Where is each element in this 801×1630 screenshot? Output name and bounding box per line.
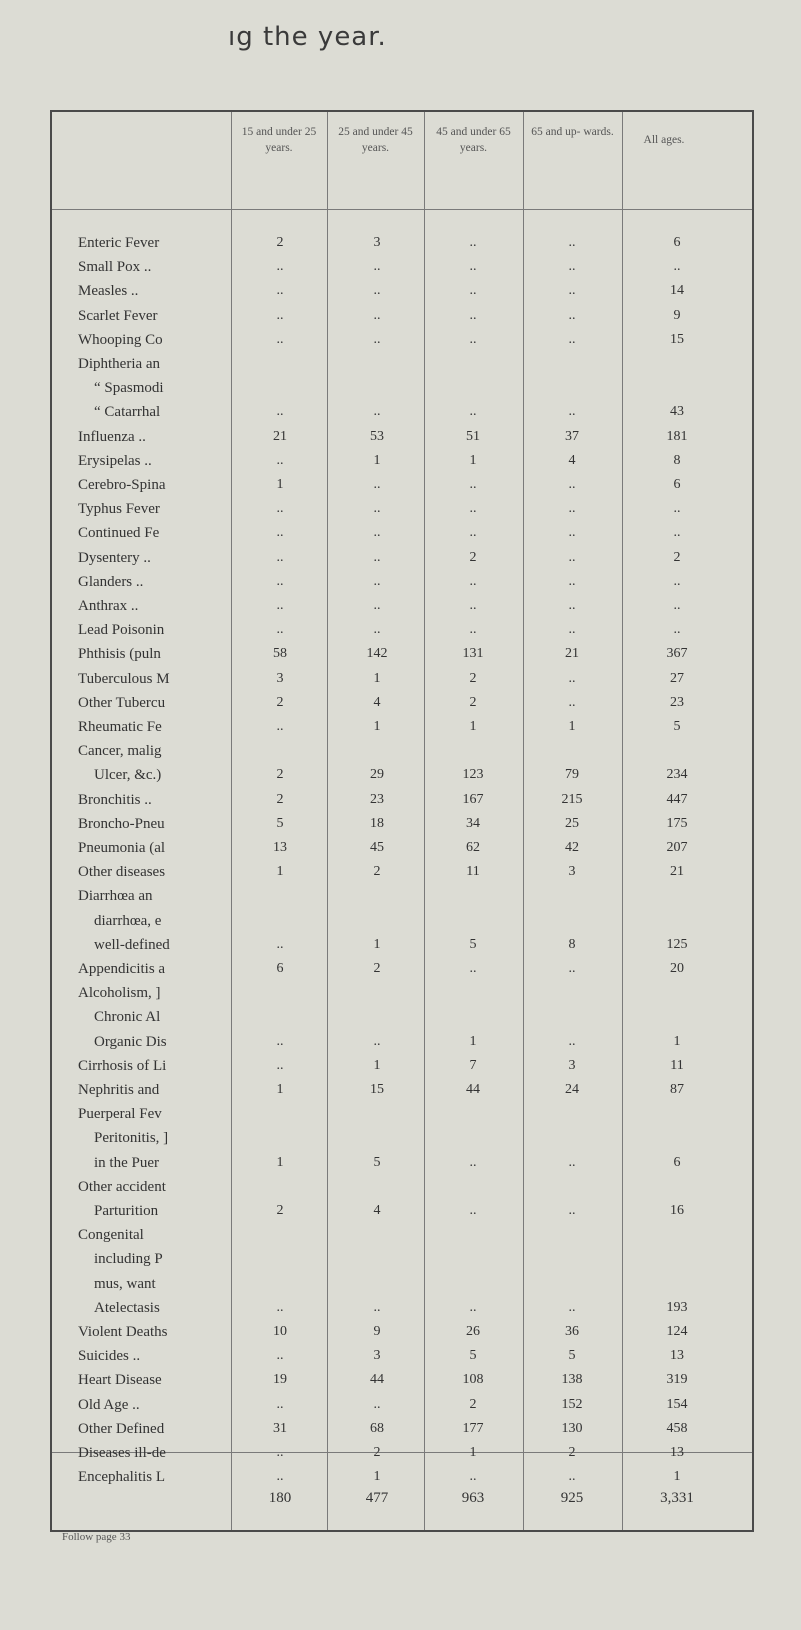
table-cell: .. — [568, 1203, 576, 1218]
cause-label: Peritonitis, ] — [94, 1130, 169, 1147]
table-cell: .. — [469, 622, 477, 638]
table-cell: 234 — [666, 767, 688, 783]
table-cell: 1 — [373, 452, 381, 468]
table-cell: 138 — [561, 1372, 583, 1388]
table-cell: 31 — [273, 1420, 287, 1436]
table-cell: 2 — [276, 791, 284, 807]
table-cell: .. — [276, 1445, 284, 1460]
cause-label: Puerperal Fev — [78, 1106, 162, 1123]
total-15-25: 180 — [268, 1490, 292, 1506]
column-header: All ages. — [643, 134, 685, 146]
table-cell: 5 — [568, 1348, 576, 1364]
cause-label: Chronic Al — [94, 1009, 161, 1026]
table-cell: .. — [568, 549, 576, 565]
table-cell: 3 — [276, 670, 284, 686]
table-cell: 2 — [373, 864, 381, 880]
table-cell: 1 — [469, 1033, 477, 1049]
cause-label: Other Tubercu — [78, 694, 166, 711]
table-cell: .. — [276, 307, 284, 323]
cause-label: Diphtheria an — [78, 356, 161, 372]
table-cell: .. — [673, 622, 681, 638]
cause-label: Erysipelas .. — [78, 452, 152, 469]
table-cell: 2 — [276, 694, 284, 710]
cause-label: Anthrax .. — [78, 598, 139, 614]
table-cell: .. — [469, 573, 477, 589]
table-cell: 8 — [568, 936, 576, 952]
table-cell: .. — [373, 283, 381, 299]
table-cell: 15 — [670, 331, 684, 347]
table-cell: 108 — [462, 1372, 484, 1388]
cause-label: Atelectasis — [94, 1299, 160, 1316]
table-cell: .. — [469, 1469, 477, 1485]
table-cell: 167 — [462, 791, 484, 807]
table-cell: 181 — [666, 428, 688, 444]
column-divider — [622, 112, 623, 1530]
table-cell: .. — [276, 501, 284, 517]
table-cell: 2 — [373, 1445, 381, 1460]
cause-label: “ Spasmodi — [94, 380, 164, 397]
table-cell: .. — [373, 259, 381, 275]
table-cell: .. — [373, 1033, 381, 1049]
table-cell: 58 — [273, 646, 287, 662]
table-cell: 2 — [276, 1203, 284, 1218]
table-cell: 10 — [273, 1324, 287, 1339]
table-cell: 152 — [561, 1396, 583, 1412]
cause-label: Continued Fe — [78, 525, 160, 542]
table-cell: 29 — [370, 767, 384, 783]
table-cell: 4 — [568, 452, 576, 468]
table-cell: .. — [568, 283, 576, 299]
table-cell: 6 — [673, 477, 681, 492]
table-cell: 43 — [670, 404, 684, 420]
table-cell: 1 — [373, 936, 381, 952]
table-cell: 34 — [466, 815, 480, 831]
table-cell: 3 — [373, 235, 381, 250]
table-cell: 1 — [373, 1057, 381, 1073]
cause-label: Rheumatic Fe — [78, 719, 162, 735]
table-cell: .. — [373, 404, 381, 420]
table-cell: 130 — [561, 1420, 583, 1436]
cause-label: Phthisis (puln — [78, 646, 161, 663]
table-cell: .. — [276, 404, 284, 420]
cause-label: Diarrhœa an — [78, 888, 153, 905]
table-cell: 1 — [373, 719, 381, 734]
table-cell: .. — [276, 525, 284, 541]
table-cell: 1 — [673, 1033, 681, 1049]
table-cell: .. — [373, 622, 381, 638]
table-cell: 177 — [462, 1420, 484, 1436]
table-cell: .. — [469, 331, 477, 347]
table-cell: 79 — [565, 767, 579, 783]
table-cell: .. — [673, 501, 681, 517]
table-cell: 1 — [276, 1082, 284, 1097]
table-cell: 87 — [670, 1082, 684, 1097]
table-cell: 15 — [370, 1082, 384, 1097]
table-cell: 14 — [670, 283, 684, 299]
cause-label: Typhus Fever — [78, 501, 160, 518]
table-cell: 6 — [673, 1154, 681, 1170]
table-cell: .. — [568, 331, 576, 347]
table-cell: .. — [568, 404, 576, 420]
table-cell: 2 — [568, 1445, 576, 1460]
table-cell: .. — [568, 1154, 576, 1170]
table-cell: .. — [568, 622, 576, 638]
table-cell: 458 — [666, 1420, 688, 1436]
table-cell: .. — [469, 1203, 477, 1218]
table-cell: 13 — [273, 840, 287, 855]
cause-label: Suicides .. — [78, 1348, 141, 1365]
table-cell: .. — [568, 694, 576, 710]
cause-label: Dysentery .. — [78, 549, 151, 566]
table-cell: 131 — [462, 646, 484, 662]
cause-label: Broncho-Pneu — [78, 815, 165, 832]
table-cell: 8 — [673, 452, 681, 468]
table-cell: .. — [568, 259, 576, 275]
table-cell: 2 — [469, 1396, 477, 1412]
table-cell: 1 — [673, 1469, 681, 1485]
table-cell: 23 — [370, 791, 384, 807]
table-cell: .. — [673, 525, 681, 541]
table-cell: .. — [373, 331, 381, 347]
table-cell: .. — [568, 235, 576, 250]
cause-label: Cerebro-Spina — [78, 477, 166, 493]
table-cell: .. — [276, 1299, 284, 1315]
table-cell: 24 — [565, 1082, 579, 1097]
table-cell: .. — [568, 501, 576, 517]
table-cell: 19 — [273, 1372, 287, 1388]
table-cell: .. — [276, 936, 284, 952]
column-header: 15 and under 25 years. — [241, 126, 317, 154]
table-cell: 1 — [469, 719, 477, 734]
table-cell: 1 — [276, 1154, 284, 1170]
table-cell: 175 — [666, 815, 688, 831]
table-cell: 9 — [673, 307, 681, 323]
table-cell: 123 — [462, 767, 484, 783]
table-cell: 2 — [373, 961, 381, 976]
table-cell: 16 — [670, 1203, 684, 1218]
table-cell: .. — [373, 525, 381, 541]
table-cell: .. — [469, 235, 477, 250]
table-cell: 37 — [565, 428, 579, 444]
table-cell: .. — [673, 573, 681, 589]
table-cell: 21 — [670, 864, 684, 880]
table-cell: .. — [568, 307, 576, 323]
table-cell: .. — [568, 961, 576, 976]
table-cell: 21 — [565, 646, 579, 662]
cause-label: well-defined — [94, 936, 170, 953]
table-cell: .. — [469, 307, 477, 323]
table-cell: .. — [469, 1299, 477, 1315]
table-cell: 3 — [373, 1348, 381, 1364]
table-cell: 44 — [466, 1082, 480, 1097]
table-cell: 18 — [370, 815, 384, 831]
table-cell: .. — [469, 525, 477, 541]
table-cell: .. — [373, 501, 381, 517]
table-cell: 21 — [273, 428, 287, 444]
header-rule — [52, 209, 752, 210]
table-cell: 125 — [666, 936, 688, 952]
table-cell: 1 — [276, 477, 284, 492]
table-cell: .. — [373, 598, 381, 613]
table-cell: .. — [673, 598, 681, 613]
table-cell: 13 — [670, 1445, 684, 1460]
table-cell: 124 — [666, 1324, 688, 1339]
table-cell: .. — [469, 259, 477, 275]
cause-label: Tuberculous M — [78, 670, 170, 687]
table-cell: 1 — [568, 719, 576, 734]
cause-label: Encephalitis L — [78, 1469, 166, 1486]
table-cell: .. — [469, 477, 477, 492]
table-cell: 42 — [565, 840, 579, 855]
table-cell: .. — [276, 331, 284, 347]
table-cell: .. — [276, 1469, 284, 1485]
table-cell: 2 — [673, 549, 681, 565]
table-cell: 447 — [666, 791, 688, 807]
table-cell: .. — [568, 573, 576, 589]
total-25-45: 477 — [365, 1490, 389, 1506]
table-cell: .. — [276, 573, 284, 589]
table-cell: 36 — [565, 1324, 579, 1339]
cause-label: Enteric Fever — [78, 235, 160, 251]
table-cell: .. — [469, 404, 477, 420]
table-cell: .. — [373, 549, 381, 565]
total-65-up: 925 — [560, 1490, 584, 1506]
table-cell: 45 — [370, 840, 384, 855]
table-cell: 23 — [670, 694, 684, 710]
cause-label: Lead Poisonin — [78, 622, 165, 639]
cause-label: Other Defined — [78, 1420, 165, 1437]
cause-label: Other diseases — [78, 864, 166, 881]
table-cell: .. — [373, 573, 381, 589]
cause-label: Measles .. — [78, 283, 139, 300]
table-cell: 1 — [469, 1445, 477, 1460]
table-cell: .. — [568, 1033, 576, 1049]
cause-label: Pneumonia (al — [78, 840, 166, 856]
table-cell: 1 — [276, 864, 284, 880]
table-cell: .. — [568, 477, 576, 492]
table-cell: .. — [673, 259, 681, 275]
table-cell: 142 — [366, 646, 388, 662]
table-cell: 5 — [276, 815, 284, 831]
table-cell: 5 — [469, 1348, 477, 1364]
table-cell: 207 — [666, 840, 688, 855]
table-cell: 6 — [673, 235, 681, 250]
table-cell: 5 — [469, 936, 477, 952]
column-header: 25 and under 45 years. — [338, 126, 413, 154]
column-header: 45 and under 65 years. — [436, 126, 511, 154]
cause-label: Cancer, malig — [78, 743, 162, 760]
table-cell: .. — [469, 961, 477, 976]
cause-label: Glanders .. — [78, 573, 144, 590]
table-cell: 1 — [373, 1469, 381, 1485]
table-cell: .. — [276, 1057, 284, 1073]
table-cell: 13 — [670, 1348, 684, 1364]
cause-label: Alcoholism, ] — [78, 985, 161, 1002]
cause-label: Nephritis and — [78, 1082, 160, 1098]
table-cell: .. — [568, 525, 576, 541]
table-cell: 26 — [466, 1324, 480, 1339]
table-cell: 25 — [565, 815, 579, 831]
cause-label: Heart Disease — [78, 1372, 162, 1389]
table-cell: 367 — [666, 646, 688, 662]
table-cell: 2 — [469, 694, 477, 710]
cause-label: Ulcer, &c.) — [94, 767, 162, 784]
cause-label: Appendicitis a — [78, 961, 166, 977]
cause-label: Bronchitis .. — [78, 791, 152, 808]
cause-label: Violent Deaths — [78, 1324, 168, 1340]
table-cell: .. — [469, 598, 477, 613]
page-heading: ıg the year. — [228, 22, 387, 52]
column-header: 65 and up- wards. — [531, 126, 614, 138]
table-cell: .. — [469, 501, 477, 517]
table-cell: .. — [276, 452, 284, 468]
table-cell: .. — [568, 1299, 576, 1315]
cause-label: mus, want — [94, 1275, 156, 1292]
cause-label: Cirrhosis of Li — [78, 1057, 167, 1074]
cause-label: Other accident — [78, 1178, 166, 1195]
table-cell: .. — [276, 283, 284, 299]
cause-label: “ Catarrhal — [94, 404, 161, 421]
table-cell: .. — [373, 1396, 381, 1412]
table-cell: 4 — [373, 1203, 381, 1218]
table-cell: 1 — [373, 670, 381, 686]
table-cell: .. — [276, 549, 284, 565]
cause-label: Small Pox .. — [78, 259, 152, 276]
table-cell: 2 — [469, 549, 477, 565]
table-cell: .. — [568, 670, 576, 686]
table-cell: 4 — [373, 694, 381, 710]
table-cell: 2 — [276, 235, 284, 250]
cause-label: Influenza .. — [78, 428, 146, 445]
table-cell: .. — [276, 598, 284, 613]
cause-label: in the Puer — [94, 1154, 159, 1171]
table-cell: 215 — [561, 791, 583, 807]
table-cell: .. — [469, 283, 477, 299]
table-cell: 154 — [666, 1396, 688, 1412]
table-cell: 68 — [370, 1420, 384, 1436]
table-cell: .. — [276, 719, 284, 734]
table-cell: 319 — [666, 1372, 688, 1388]
table-cell: .. — [469, 1154, 477, 1170]
cause-label: Whooping Co — [78, 331, 163, 348]
table-cell: .. — [276, 1033, 284, 1049]
table-cell: 7 — [469, 1057, 477, 1073]
table-cell: .. — [276, 622, 284, 638]
cause-label: Old Age .. — [78, 1396, 140, 1413]
table-cell: 2 — [469, 670, 477, 686]
table-cell: .. — [568, 1469, 576, 1485]
table-cell: 44 — [370, 1372, 384, 1388]
cause-label: Scarlet Fever — [78, 307, 158, 324]
table-cell: .. — [568, 598, 576, 613]
table-cell: .. — [276, 259, 284, 275]
table-cell: 11 — [466, 864, 480, 880]
table-cell: 20 — [670, 961, 684, 976]
table-cell: .. — [373, 1299, 381, 1315]
table-cell: 9 — [373, 1324, 381, 1339]
table-cell: .. — [373, 307, 381, 323]
cause-label: Organic Dis — [94, 1033, 167, 1050]
table-cell: 27 — [670, 670, 684, 686]
table-cell: 3 — [568, 864, 576, 880]
table-cell: 2 — [276, 767, 284, 783]
table-cell: .. — [373, 477, 381, 492]
table-cell: 1 — [469, 452, 477, 468]
table-cell: 5 — [673, 719, 681, 734]
table-cell: 53 — [370, 428, 384, 444]
table-cell: 5 — [373, 1154, 381, 1170]
total-all-ages: 3,331 — [660, 1490, 694, 1506]
table-cell: 51 — [466, 428, 480, 444]
cause-label: Diseases ill-de — [78, 1445, 166, 1461]
table-cell: 62 — [466, 840, 480, 855]
footer-note: Follow page 33 — [62, 1531, 131, 1543]
table-cell: 3 — [568, 1057, 576, 1073]
cause-label: diarrhœa, e — [94, 912, 162, 929]
cause-label: Congenital — [78, 1227, 144, 1244]
table-cell: .. — [276, 1348, 284, 1364]
cause-label: including P — [94, 1251, 163, 1268]
table-cell: 193 — [666, 1299, 688, 1315]
table-cell: .. — [276, 1396, 284, 1412]
table-cell: 11 — [670, 1057, 684, 1073]
table-cell: 6 — [276, 961, 284, 976]
cause-label: Parturition — [94, 1203, 159, 1219]
total-45-65: 963 — [461, 1490, 485, 1506]
